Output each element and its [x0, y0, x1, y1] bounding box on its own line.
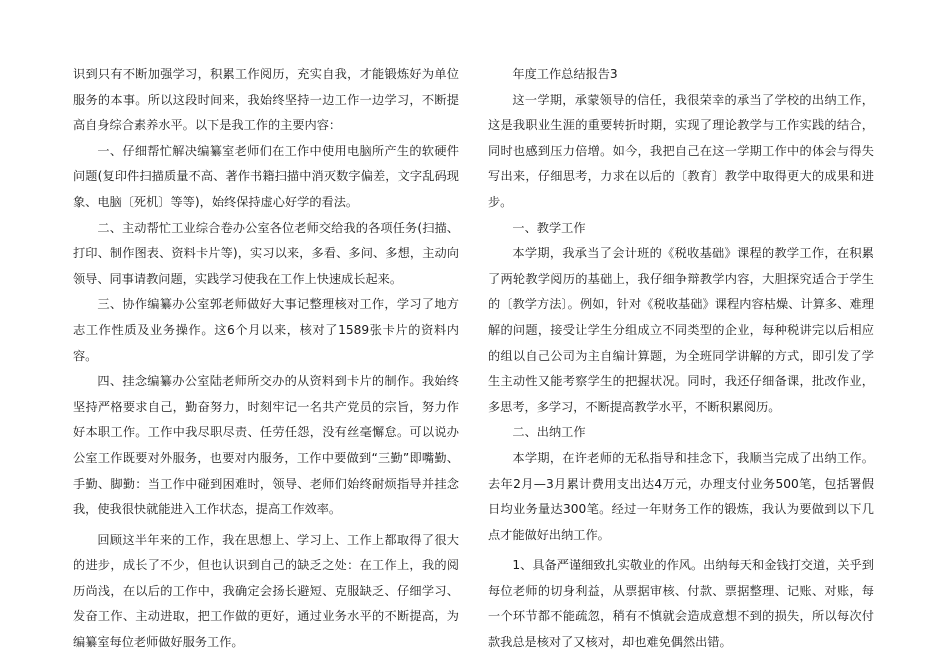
paragraph-point-1: 1、具备严谨细致扎实敬业的作风。出纳每天和金钱打交道，关乎到每位老师的切身利益，从票据审核、付款、票据整理、记账、对账，每一个环节都不能疏忽，稍有不慎就会造成意想不到的损失，所以每次付款我总是核对了又核对，却也难免偶然出错。	[488, 558, 874, 650]
section-heading-cashier: 二、出纳工作	[512, 425, 586, 440]
paragraph-review: 回顾这半年来的工作，我在思想上、学习上、工作上都取得了很大的进步，成长了不少，但也认识到自己的缺乏之处：在工作上，我的阅历尚浅，在以后的工作中，我确定会扬长避短、克服缺乏、仔细学习、发奋工作、主动进取，把工作做的更好，通过业务水平的不断提高，为编纂室每位老师做好服务工作。	[73, 532, 459, 650]
left-text-column	[73, 62, 459, 656]
right-text-column	[488, 62, 874, 656]
paragraph-item-4: 四、挂念编纂办公室陆老师所交办的从资料到卡片的制作。我始终坚持严格要求自己，勤奋努力，时刻牢记一名共产党员的宗旨，努力作好本职工作。工作中我尽职尽责、任劳任怨，没有丝毫懈怠。可以说办公室工作既要对外服务，也要对内服务，工作中要做到“三勤”即嘴勤、手勤、脚勤：当工作中碰到困难时，领导、老师们始终耐烦指导并挂念我，使我很快就能进入工作状态，提高工作效率。	[73, 374, 459, 517]
paragraph-continuation: 识到只有不断加强学习，积累工作阅历，充实自我，才能锻炼好为单位服务的本事。所以这段时间来，我始终坚持一边工作一边学习，不断提高自身综合素养水平。以下是我工作的主要内容：	[73, 67, 459, 133]
paragraph-intro: 这一学期，承蒙领导的信任，我很荣幸的承当了学校的出纳工作，这是我职业生涯的重要转折时期，实现了理论教学与工作实践的结合，同时也感到压力倍增。如今，我把自己在这一学期工作中的体会与得失写出来，仔细思考，力求在以后的〔教育〕教学中取得更大的成果和进步。	[488, 92, 874, 209]
section-heading-teaching: 一、教学工作	[512, 220, 586, 235]
paragraph-teaching: 本学期，我承当了会计班的《税收基础》课程的教学工作，在积累了两轮教学阅历的基础上，我仔细争辩教学内容，大胆探究适合于学生的〔教学方法〕。例如，针对《税收基础》课程内容枯燥、计算多、难理解的问题，接受让学生分组成立不同类型的企业，每种税讲完以后相应的组以自己公司为主自编计算题，为全班同学讲解的方式，即引发了学生主动性又能考察学生的把握状况。同时，我还仔细备课，批改作业，多思考，多学习，不断提高教学水平，不断积累阅历。	[488, 246, 874, 414]
paragraph-item-1: 一、仔细帮忙解决编纂室老师们在工作中使用电脑所产生的软硬件问题(复印件扫描质量不高、著作书籍扫描中消灭数字偏差，文字乱码现象、电脑〔死机〕等等)，始终保持虚心好学的看法。	[73, 143, 459, 209]
paragraph-cashier: 本学期，在许老师的无私指导和挂念下，我顺当完成了出纳工作。去年2月—3月累计费用支出达4万元，办理支付业务500笔，包括署假日均业务量达300笔。经过一年财务工作的锻炼，我认为要做到以下几点才能做好出纳工作。	[488, 450, 874, 542]
paragraph-item-2: 二、主动帮忙工业综合卷办公室各位老师交给我的各项任务(扫描、打印、制作图表、资料卡片等)，实习以来，多看、多问、多想，主动向领导、同事请教问题，实践学习使我在工作上快速成长起来。	[73, 220, 459, 286]
report-title: 年度工作总结报告3	[512, 67, 618, 81]
paragraph-item-3: 三、协作编纂办公室郭老师做好大事记整理核对工作，学习了地方志工作性质及业务操作。这6个月以来，核对了1589张卡片的资料内容。	[73, 297, 459, 363]
